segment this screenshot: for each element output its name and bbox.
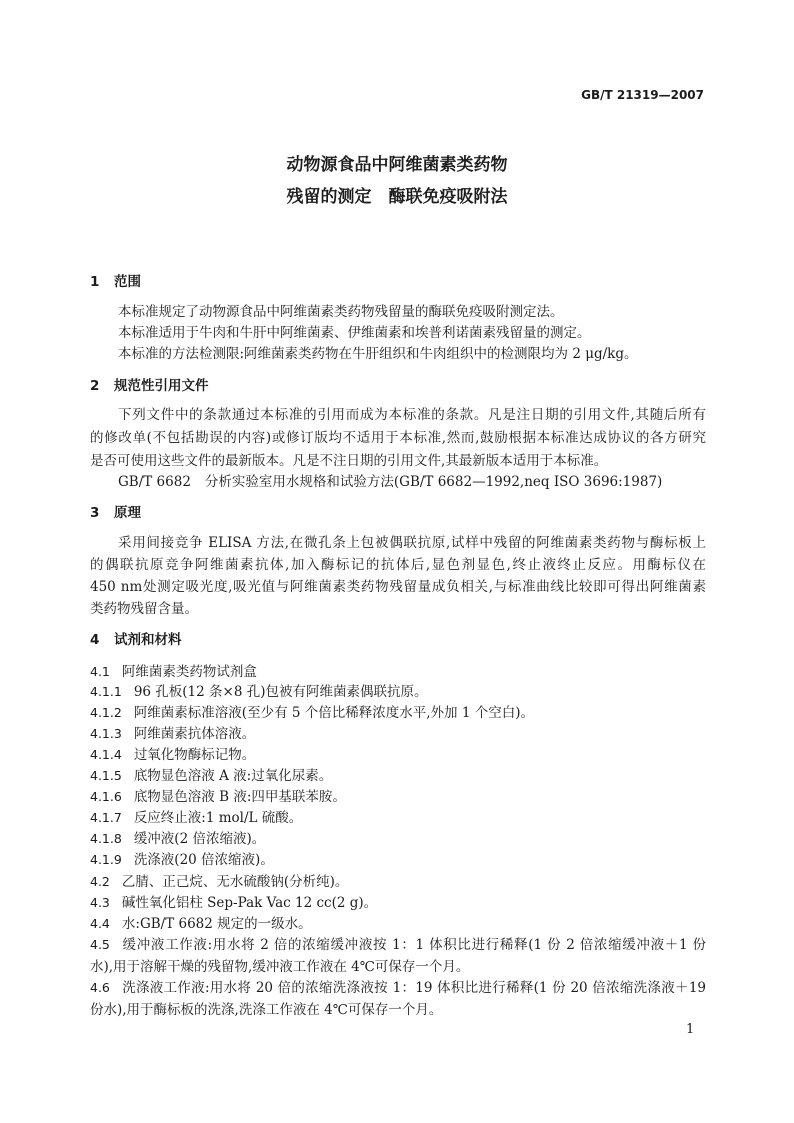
clause-number: 4.1.6	[90, 789, 122, 804]
clause-item	[90, 788, 706, 806]
paragraph-line: 的修改单(不包括勘误的内容)或修订版均不适用于本标准,然而,鼓励根据本标准达成协议的各方研究	[90, 430, 706, 446]
clause-text: 缓冲液(2 倍浓缩液)。	[133, 831, 266, 847]
clause-number: 4.4	[90, 916, 110, 931]
page-number: 1	[686, 1022, 695, 1037]
clause-text: 阿维菌素抗体溶液。	[133, 726, 256, 742]
clause-item	[90, 830, 706, 848]
section-heading-normative-references	[90, 377, 706, 395]
clause-item	[90, 683, 706, 701]
clause-number: 4.1.2	[90, 705, 122, 720]
paragraph-line: 采用间接竞争 ELISA 方法,在微孔条上包被偶联抗原,试样中残留的阿维菌素类药物与酶标板上	[118, 535, 706, 551]
section-number: 2	[90, 378, 100, 394]
clause-text: 阿维菌素标准溶液(至少有 5 个倍比稀释浓度水平,外加 1 个空白)。	[133, 705, 534, 721]
paragraph-line: 的偶联抗原竞争阿维菌素抗体,加入酶标记的抗体后,显色剂显色,终止液终止反应。用酶标仪在	[90, 557, 706, 573]
clause-item	[90, 663, 706, 681]
section-number: 4	[90, 632, 100, 648]
section-title: 原理	[114, 505, 141, 521]
section-title: 试剂和材料	[114, 632, 182, 648]
clause-item	[90, 915, 706, 933]
clause-text: 96 孔板(12 条×8 孔)包被有阿维菌素偶联抗原。	[133, 684, 428, 700]
clause-item	[90, 894, 706, 912]
section-heading-scope	[90, 273, 706, 291]
clause-number: 4.1.3	[90, 726, 122, 741]
clause-number: 4.5	[90, 937, 110, 952]
clause-item	[90, 704, 706, 722]
clause-number: 4.3	[90, 895, 110, 910]
section-heading-principle	[90, 504, 706, 522]
section-title: 规范性引用文件	[114, 378, 209, 394]
clause-text: 过氧化物酶标记物。	[133, 747, 256, 763]
clause-text: 反应终止液:1 mol/L 硫酸。	[133, 810, 303, 826]
clause-number: 4.1.7	[90, 810, 122, 825]
title-line-2: 残留的测定 酶联免疫吸附法	[286, 187, 508, 207]
clause-continuation: 份水),用于酶标板的洗涤,洗涤工作液在 4℃可保存一个月。	[90, 1002, 443, 1018]
clause-text: 洗涤液工作液:用水将 20 倍的浓缩洗涤液按 1：19 体积比进行稀释(1 份 20 倍浓缩洗涤液＋19	[121, 980, 706, 996]
clause-number: 4.1.4	[90, 747, 122, 762]
clause-text: 水:GB/T 6682 规定的一级水。	[121, 916, 312, 932]
reference-title: 分析实验室用水规格和试验方法(GB/T 6682—1992,neq ISO 3696:1987)	[204, 474, 663, 490]
section-number: 1	[90, 274, 100, 290]
section-number: 3	[90, 505, 100, 521]
reference-code: GB/T 6682	[118, 474, 191, 490]
paragraph-line: 本标准适用于牛肉和牛肝中阿维菌素、伊维菌素和埃普利诺菌素残留量的测定。	[118, 325, 591, 341]
clause-text: 缓冲液工作液:用水将 2 倍的浓缩缓冲液按 1：1 体积比进行稀释(1 份 2 倍浓缩缓冲液＋1 份	[121, 937, 706, 953]
clause-number: 4.1.8	[90, 831, 122, 846]
standard-code: GB/T 21319—2007	[581, 88, 704, 102]
clause-item	[90, 936, 706, 954]
reference-entry	[118, 473, 706, 491]
paragraph-line: 450 nm处测定吸光度,吸光值与阿维菌素类药物残留量成负相关,与标准曲线比较即可得出阿维菌素	[90, 579, 706, 595]
clause-number: 4.1.1	[90, 684, 122, 699]
paragraph-line: 本标准的方法检测限:阿维菌素类药物在牛肝组织和牛肉组织中的检测限均为 2 μg/kg。	[118, 346, 638, 362]
clause-item	[90, 809, 706, 827]
clause-text: 底物显色溶液 B 液:四甲基联苯胺。	[133, 789, 346, 805]
clause-item	[90, 979, 706, 997]
paragraph-line: 是否可使用这些文件的最新版本。凡是不注日期的引用文件,其最新版本适用于本标准。	[90, 453, 608, 469]
clause-item	[90, 746, 706, 764]
clause-item	[90, 873, 706, 891]
clause-number: 4.1.5	[90, 768, 122, 783]
clause-number: 4.2	[90, 874, 110, 889]
clause-text: 底物显色溶液 A 液:过氧化尿素。	[133, 768, 333, 784]
paragraph-line: 类药物残留含量。	[90, 601, 198, 617]
paragraph-line: 本标准规定了动物源食品中阿维菌素类药物残留量的酶联免疫吸附测定法。	[118, 304, 564, 320]
section-title: 范围	[114, 274, 141, 290]
clause-continuation: 水),用于溶解干燥的残留物,缓冲液工作液在 4℃可保存一个月。	[90, 959, 470, 975]
clause-item	[90, 767, 706, 785]
clause-number: 4.6	[90, 980, 110, 995]
section-heading-reagents	[90, 631, 706, 649]
clause-text: 阿维菌素类药物试剂盒	[121, 664, 257, 680]
clause-text: 乙腈、正己烷、无水硫酸钠(分析纯)。	[121, 874, 349, 890]
title-line-1: 动物源食品中阿维菌素类药物	[286, 155, 508, 175]
clause-number: 4.1.9	[90, 852, 122, 867]
paragraph-line: 下列文件中的条款通过本标准的引用而成为本标准的条款。凡是注日期的引用文件,其随后所有	[118, 407, 706, 423]
clause-item	[90, 851, 706, 869]
clause-item	[90, 725, 706, 743]
clause-text: 碱性氧化铝柱 Sep-Pak Vac 12 cc(2 g)。	[121, 895, 378, 911]
clause-text: 洗涤液(20 倍浓缩液)。	[133, 852, 274, 868]
clause-number: 4.1	[90, 664, 110, 679]
